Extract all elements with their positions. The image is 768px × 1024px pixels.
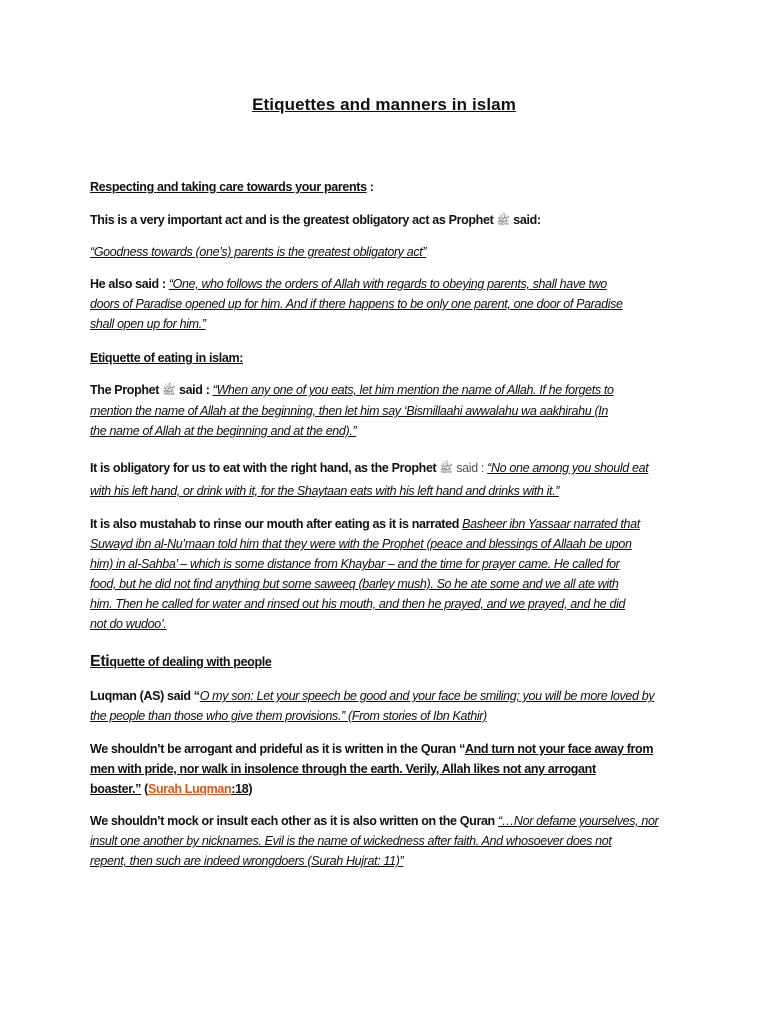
said-small-label: said : (452, 461, 488, 475)
eating-mustahab (90, 514, 684, 634)
ref-close: ) (248, 782, 253, 796)
surah-luqman-link[interactable]: Surah Luqman (147, 782, 232, 796)
parents-quote-1 (90, 242, 684, 262)
parents-quote-2-text: “One, who follows the orders of Allah with regards to obeying parents, shall have two doors of Paradise opened up for him. And if there happens to be only one parent, one door of Paradise shall open up for him.” (90, 277, 623, 331)
eating-quote-1-text: “When any one of you eats, let him mention the name of Allah. If he forgets to mention the name of Allah at the beginning, then let him say ‘Bismillaahi awwalahu wa aakhirahu (In the name of Allah at the beginning and at the end).” (90, 383, 614, 438)
arrogant-text: We shouldn’t be arrogant and prideful as it is written in the Quran (90, 742, 460, 756)
parents-heading-colon: : (366, 180, 374, 194)
also-said-label: He also said : (90, 277, 169, 291)
section-heading-dealing (90, 652, 684, 672)
luqman-quote-text: O my son: Let your speech be good and your face be smiling; you will be more loved by the people than those who give them provisions.” (From stories of Ibn Kathir) (90, 689, 655, 723)
parents-intro-text: This is a very important act and is the greatest obligatory act as Prophet (90, 213, 497, 227)
section-heading-parents (90, 177, 684, 197)
dealing-heading-rest: quette of dealing with people (109, 655, 272, 669)
pbuh-icon: ﷺ (162, 385, 176, 397)
eating-quote-1 (90, 380, 684, 441)
eating-quote-2-text: “No one among you should eat with his left hand, or drink with it, for the Shaytaan eats with his left hand and drinks with it.” (90, 461, 649, 498)
mocking-para (90, 811, 684, 871)
luqman-quote (90, 686, 684, 726)
parents-quote-1-text: “Goodness towards (one’s) parents is the greatest obligatory act” (90, 245, 427, 259)
narration-text: Basheer ibn Yassaar narrated that Suwayd ibn al-Nu’maan told him that they were with the Prophet (peace and blessings of Allaah be upon him) in al-Sahba’ – which is some distance from Khaybar – and the time for prayer came. He called for food, but he did not find anything but some saweeq (barley mush). So he ate some and we all ate with him. Then he called for water and rinsed out his mouth, and then he prayed, and we prayed, and he did not do wudoo’. (90, 517, 640, 631)
pbuh-icon: ﷺ (496, 215, 510, 227)
parents-intro-end: said: (509, 213, 541, 227)
eating-right-hand (90, 457, 684, 502)
mustahab-text: It is also mustahab to rinse our mouth after eating as it is narrated (90, 517, 463, 531)
pbuh-icon: ﷺ (439, 463, 453, 475)
mock-text: We shouldn’t mock or insult each other as it is also written on the Quran (90, 814, 498, 828)
ref-open: ( (141, 782, 148, 796)
arrogant-quote-text: And turn not your face away from men with pride, nor walk in insolence through the earth. Verily, Allah likes not any arrogant boaster.” (90, 742, 654, 796)
ref-number: :18 (231, 782, 249, 796)
section-heading-eating (90, 348, 684, 368)
parents-intro (90, 210, 684, 231)
arrogance-para (90, 739, 684, 799)
page-title: Etiquettes and manners in islam (252, 95, 516, 114)
parents-quote-2 (90, 274, 684, 334)
eating-heading-text: Etiquette of eating in islam: (90, 351, 244, 365)
said-label: said : (175, 383, 213, 397)
prophet-label: The Prophet (90, 383, 163, 397)
luqman-label: Luqman (AS) said (90, 689, 194, 703)
mock-quote-text: “…Nor defame yourselves, nor insult one another by nicknames. Evil is the name of wickedness after faith. And whosoever does not repent, then such are indeed wrongdoers (Surah Hujrat: 11)” (90, 814, 659, 868)
dealing-heading-big: Eti (90, 653, 110, 670)
right-hand-text: It is obligatory for us to eat with the right hand, as the Prophet (90, 461, 440, 475)
parents-heading-text: Respecting and taking care towards your parents (90, 180, 367, 194)
luqman-open-quote: “ (193, 689, 200, 703)
arrogant-open-quote: “ (459, 742, 465, 756)
